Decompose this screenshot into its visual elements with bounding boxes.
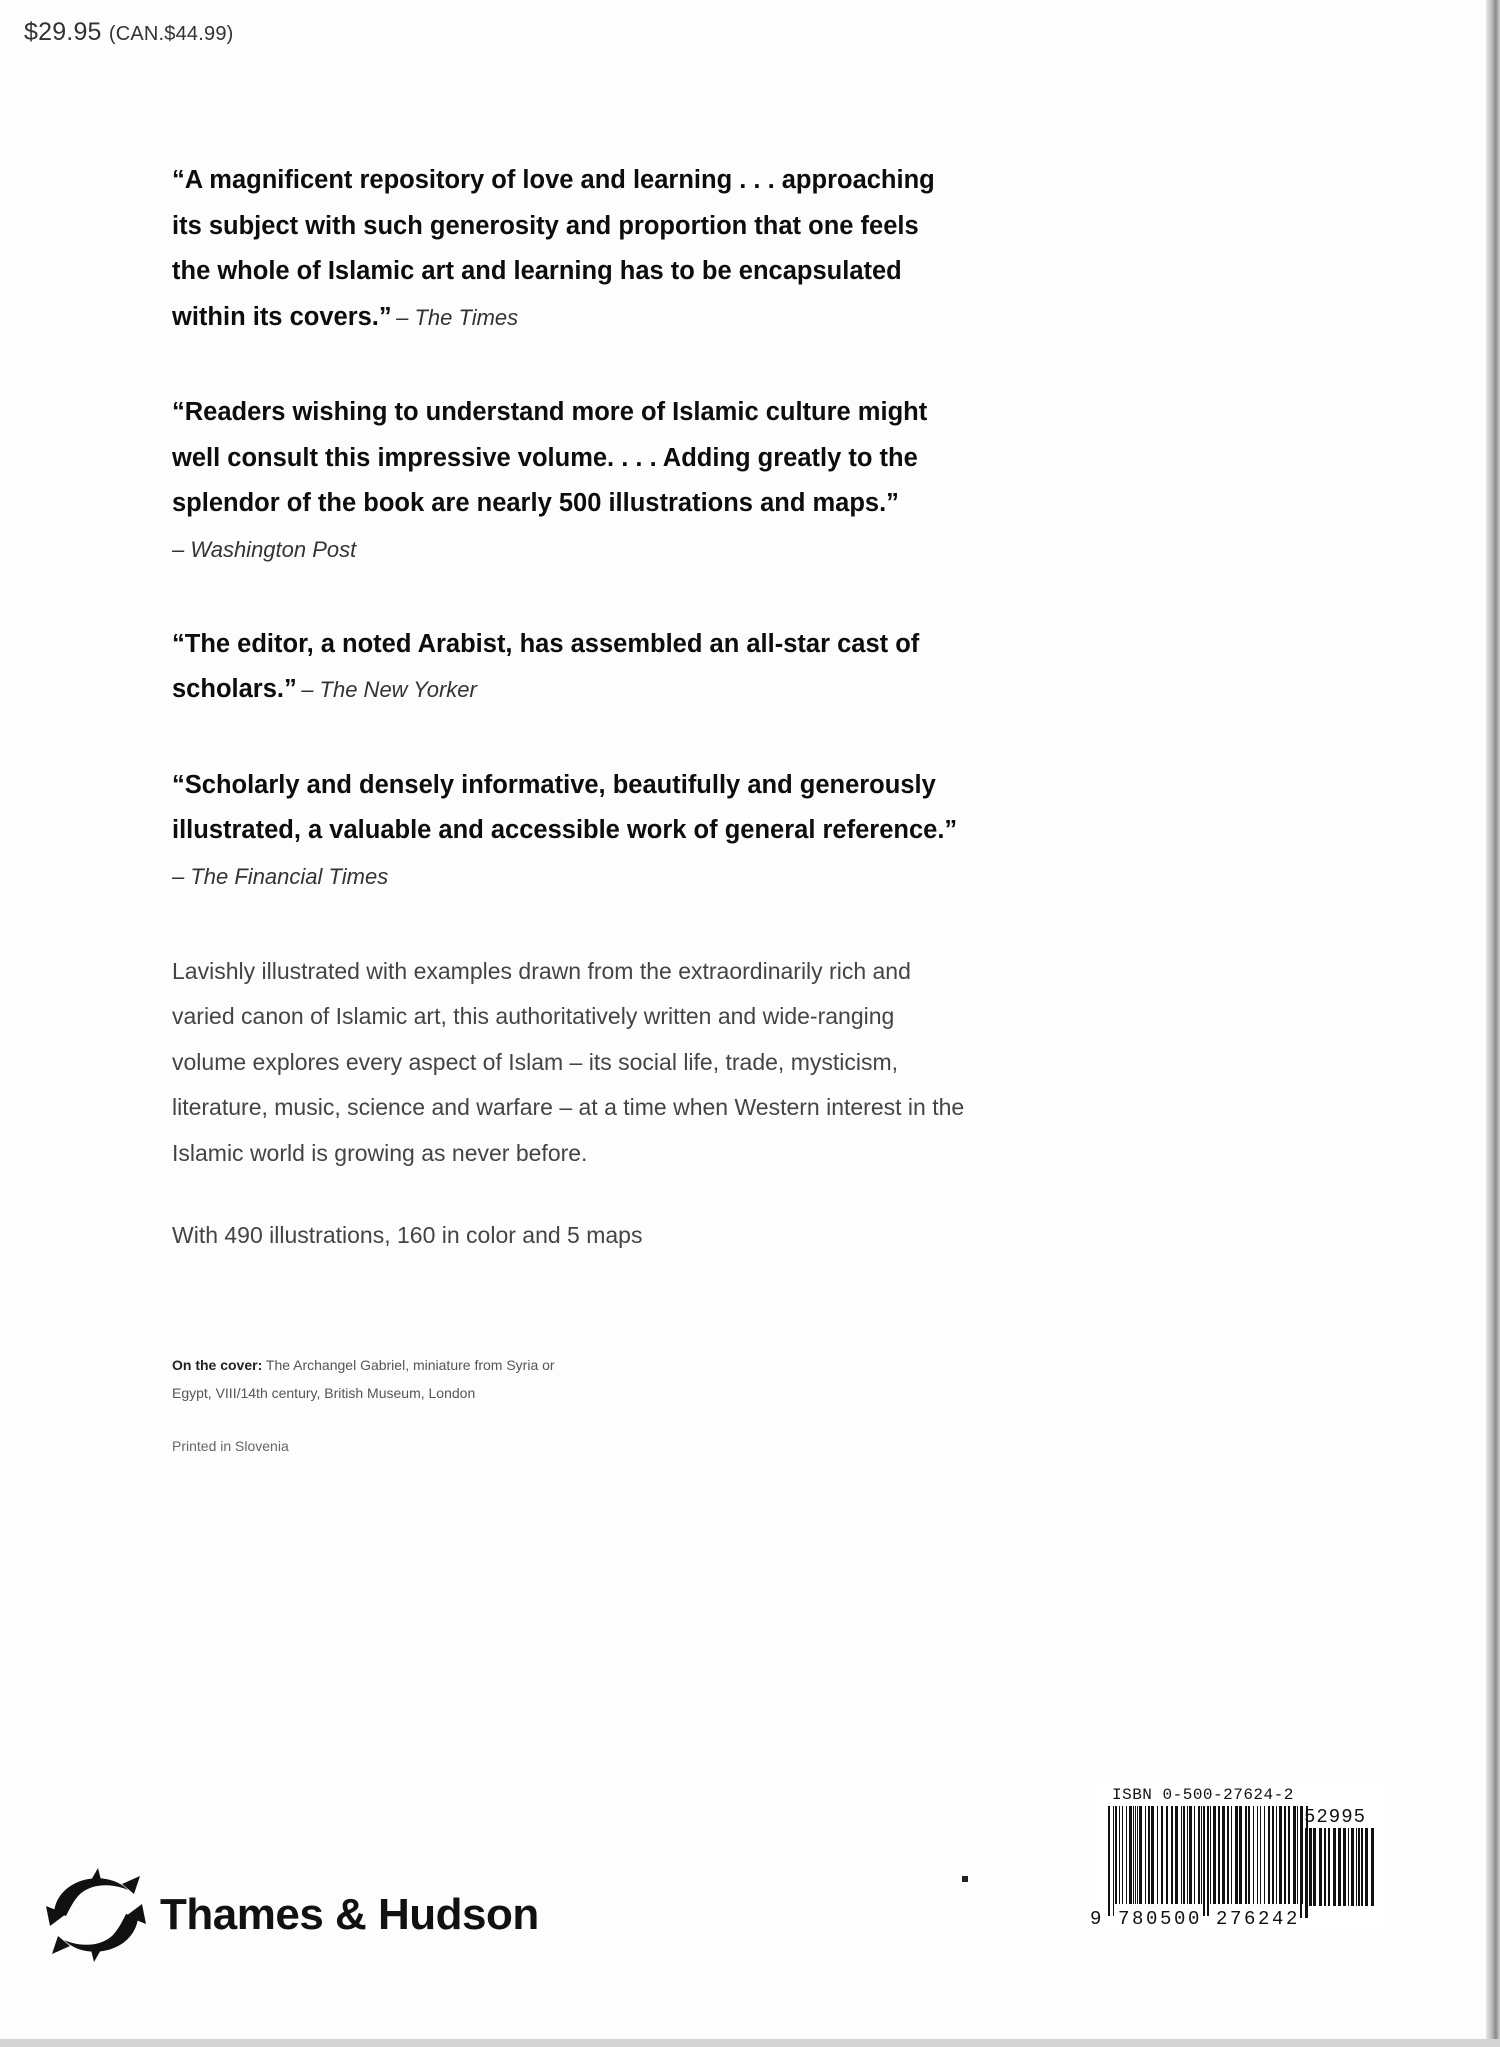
speck (962, 1876, 968, 1882)
barcode-bar (1126, 1806, 1127, 1904)
barcode-bar (1276, 1806, 1277, 1904)
price-can: (CAN.$44.99) (108, 23, 234, 45)
barcode-bar (1166, 1806, 1168, 1904)
barcode-bar (1187, 1806, 1188, 1904)
isbn-barcode (1090, 1784, 1390, 1934)
barcode-bar (1272, 1806, 1274, 1904)
barcode-bar (1324, 1828, 1326, 1906)
barcode-bar (1305, 1828, 1308, 1918)
barcode-bar (1151, 1806, 1154, 1904)
barcode-bar (1207, 1806, 1209, 1916)
barcode-bar (1157, 1806, 1158, 1904)
barcode-bar (1145, 1806, 1146, 1904)
isbn-number: ISBN 0-500-27624-2 (1112, 1786, 1294, 1804)
barcode-bar (1257, 1806, 1258, 1904)
barcode-bar (1231, 1806, 1232, 1904)
barcode-bar (1113, 1806, 1114, 1916)
barcode-bar (1129, 1806, 1132, 1904)
barcode-bar (1122, 1806, 1123, 1904)
barcode-bar (1213, 1806, 1216, 1904)
barcode-bar (1343, 1828, 1346, 1906)
barcode-bar (1260, 1806, 1261, 1904)
back-cover-text (172, 158, 972, 1249)
barcode-bar (1218, 1806, 1220, 1904)
barcode-bar (1309, 1828, 1312, 1906)
price-addon-number: 52995 (1304, 1806, 1367, 1828)
ean-barcode (1106, 1806, 1316, 1916)
page-edge (1486, 0, 1500, 2047)
review-washington-post (172, 390, 952, 572)
review-quote: “A magnificent repository of love and learning . . . approaching its subject with such generosity and proportion that one feels the whole of Islamic art and learning has to be encapsulated within its covers.” (172, 166, 935, 331)
barcode-bar (1293, 1806, 1296, 1904)
review-quote: “The editor, a noted Arabist, has assembled an all-star cast of scholars.” (172, 629, 920, 703)
review-source: – The Financial Times (172, 863, 389, 889)
publisher-logo (36, 1860, 539, 1970)
barcode-bar (1181, 1806, 1182, 1904)
barcode-bar (1175, 1806, 1178, 1904)
barcode-bar (1148, 1806, 1150, 1904)
barcode-bar (1171, 1806, 1173, 1904)
barcode-bar (1222, 1806, 1225, 1904)
review-new-yorker (172, 622, 952, 713)
barcode-bar (1356, 1828, 1357, 1906)
cover-credit-label: On the cover: (172, 1357, 263, 1373)
review-quote: “Readers wishing to understand more of Islamic culture might well consult this impressive volume. . . . Adding greatly to the splendor of the book are nearly 500 illustrations and maps.” (172, 398, 928, 517)
barcode-bar (1371, 1828, 1374, 1906)
barcode-bar (1288, 1806, 1290, 1904)
barcode-bar (1189, 1806, 1192, 1904)
barcode-bar (1183, 1806, 1185, 1904)
barcode-bar (1268, 1806, 1270, 1904)
price-sticker (24, 18, 234, 47)
barcode-bar (1319, 1828, 1322, 1906)
barcode-bar (1348, 1828, 1349, 1906)
barcode-bar (1313, 1828, 1316, 1906)
review-quote: “Scholarly and densely informative, beautifully and generously illustrated, a valuable and accessible work of general reference.” (172, 770, 958, 844)
price-usd: $29.95 (24, 18, 102, 46)
barcode-bar (1338, 1828, 1341, 1906)
barcode-bar (1119, 1806, 1120, 1904)
barcode-bar (1300, 1828, 1302, 1918)
barcode-bar (1161, 1806, 1163, 1904)
ean-number: 9 780500 276242 (1090, 1908, 1301, 1930)
barcode-bar (1245, 1806, 1247, 1904)
barcode-bar (1139, 1806, 1142, 1904)
barcode-bar (1137, 1806, 1138, 1904)
addon-barcode (1298, 1828, 1380, 1918)
publisher-name: Thames & Hudson (160, 1890, 539, 1939)
barcode-bar (1210, 1806, 1211, 1904)
cover-credit-text: The Archangel Gabriel, miniature from Syria or Egypt, VIII/14th century, British Museum, London (172, 1357, 555, 1401)
barcode-bar (1264, 1806, 1265, 1904)
cover-credit (172, 1351, 592, 1407)
barcode-bar (1203, 1806, 1205, 1916)
barcode-bar (1361, 1828, 1363, 1906)
review-source: – The New Yorker (301, 677, 477, 702)
bottom-edge (0, 2039, 1500, 2047)
barcode-bar (1253, 1806, 1254, 1904)
barcode-bar (1358, 1828, 1360, 1906)
barcode-bar (1201, 1806, 1202, 1904)
barcode-bar (1133, 1806, 1134, 1904)
printed-in: Printed in Slovenia (172, 1438, 289, 1454)
barcode-bar (1365, 1828, 1368, 1906)
illustrations-note: With 490 illustrations, 160 in color and 5 maps (172, 1222, 643, 1248)
barcode-bar (1279, 1806, 1282, 1904)
barcode-bar (1328, 1828, 1330, 1906)
barcode-bar (1239, 1806, 1242, 1904)
barcode-bar (1351, 1828, 1354, 1906)
barcode-bar (1108, 1806, 1110, 1916)
barcode-bar (1135, 1806, 1136, 1904)
review-source: – Washington Post (172, 536, 357, 562)
barcode-bar (1235, 1806, 1238, 1904)
barcode-bar (1227, 1806, 1229, 1904)
review-times (172, 158, 952, 340)
barcode-bar (1333, 1828, 1336, 1906)
dolphins-icon (36, 1860, 156, 1970)
barcode-bar (1198, 1806, 1200, 1904)
barcode-bar (1115, 1806, 1117, 1904)
barcode-bar (1248, 1806, 1250, 1904)
review-source: – The Times (396, 304, 519, 330)
barcode-bar (1194, 1806, 1195, 1904)
book-description: Lavishly illustrated with examples drawn from the extraordinarily rich and varied canon of Islamic art, this authoritatively written and wide-ranging volume explores every aspect of Islam – its social life, trade, mysticism, literature, music, science and warfare – at a time when Western interest in the Islamic world is growing as never before. (172, 957, 965, 1166)
review-financial-times (172, 763, 972, 899)
barcode-bar (1284, 1806, 1286, 1904)
